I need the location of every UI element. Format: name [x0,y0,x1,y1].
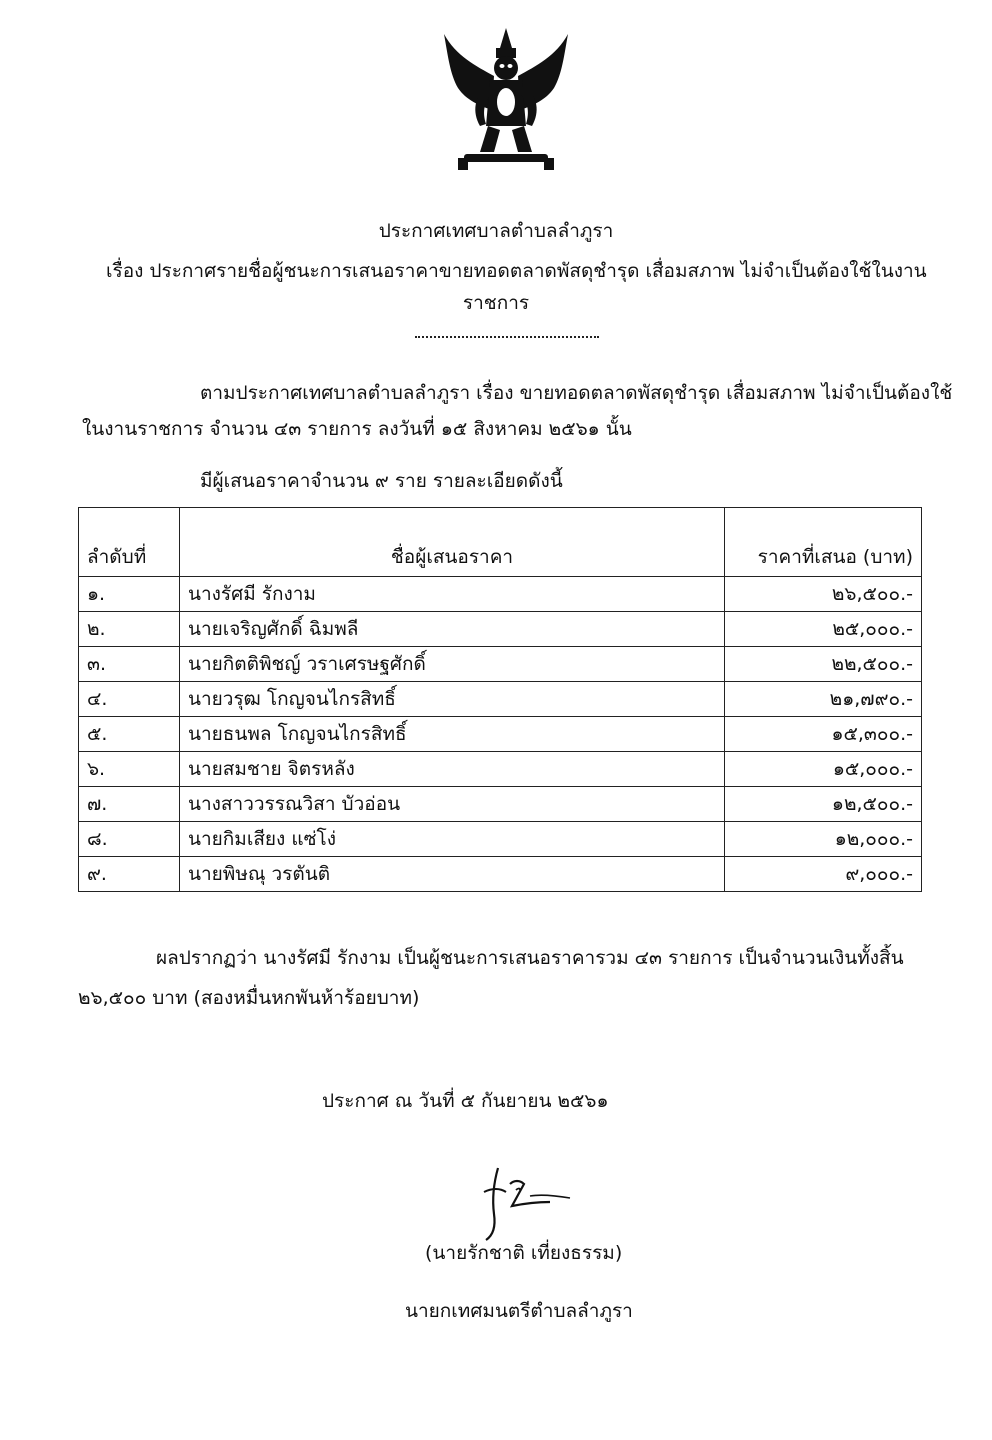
row-name: นายเจริญศักดิ์ ฉิมพลี [180,612,725,647]
row-name: นายกิตติพิชญ์ วราเศรษฐศักดิ์ [180,647,725,682]
intro-paragraph-line2: ในงานราชการ จำนวน ๔๓ รายการ ลงวันที่ ๑๕ สิงหาคม ๒๕๖๑ นั้น [82,418,632,440]
row-name: นายสมชาย จิตรหลัง [180,752,725,787]
row-name: นายธนพล โกญจนไกรสิทธิ์ [180,717,725,752]
row-price: ๒๑,๗๙๐.- [725,682,922,717]
result-paragraph-line1: ผลปรากฏว่า นางรัศมี รักงาม เป็นผู้ชนะการเสนอราคารวม ๔๓ รายการ เป็นจำนวนเงินทั้งสิ้น [156,947,904,969]
table-row [79,752,922,787]
header-price: ราคาที่เสนอ (บาท) [725,508,922,577]
table-row [79,612,922,647]
row-price: ๑๕,๐๐๐.- [725,752,922,787]
announcement-date: ประกาศ ณ วันที่ ๕ กันยายน ๒๕๖๑ [322,1090,609,1112]
table-row [79,577,922,612]
row-price: ๑๒,๕๐๐.- [725,787,922,822]
header-seq: ลำดับที่ [79,508,180,577]
row-price: ๙,๐๐๐.- [725,857,922,892]
row-seq: ๔. [79,682,180,717]
row-seq: ๓. [79,647,180,682]
row-price: ๑๕,๓๐๐.- [725,717,922,752]
table-row [79,787,922,822]
row-seq: ๗. [79,787,180,822]
row-name: นายกิมเสียง แซ่โง่ [180,822,725,857]
row-name: นางสาววรรณวิสา บัวอ่อน [180,787,725,822]
result-paragraph-line2: ๒๖,๕๐๐ บาท (สองหมื่นหกพันห้าร้อยบาท) [78,987,420,1009]
row-price: ๒๖,๕๐๐.- [725,577,922,612]
garuda-emblem-icon [436,26,576,176]
header-name: ชื่อผู้เสนอราคา [180,508,725,577]
row-name: นายวรุฒ โกญจนไกรสิทธิ์ [180,682,725,717]
handwritten-signature [470,1162,590,1242]
signer-title: นายกเทศมนตรีตำบลลำภูรา [405,1300,633,1322]
table-row [79,682,922,717]
row-price: ๒๒,๕๐๐.- [725,647,922,682]
table-row [79,717,922,752]
row-name: นายพิษณุ วรตันติ [180,857,725,892]
row-price: ๑๒,๐๐๐.- [725,822,922,857]
table-header-row [79,508,922,577]
document-subject: เรื่อง ประกาศรายชื่อผู้ชนะการเสนอราคาขายทอดตลาดพัสดุชำรุด เสื่อมสภาพ ไม่จำเป็นต้องใช้ในงาน [106,260,927,282]
table-row [79,857,922,892]
dotted-divider [415,336,599,338]
signer-name: (นายรักชาติ เที่ยงธรรม) [425,1242,623,1264]
row-seq: ๘. [79,822,180,857]
row-name: นางรัศมี รักงาม [180,577,725,612]
row-seq: ๖. [79,752,180,787]
row-seq: ๕. [79,717,180,752]
document-subject-continuation: ราชการ [462,292,530,314]
row-seq: ๒. [79,612,180,647]
table-row [79,822,922,857]
intro-paragraph-line1: ตามประกาศเทศบาลตำบลลำภูรา เรื่อง ขายทอดตลาดพัสดุชำรุด เสื่อมสภาพ ไม่จำเป็นต้องใช้ [200,382,953,404]
bid-table [78,507,922,892]
row-seq: ๑. [79,577,180,612]
bidder-count-text: มีผู้เสนอราคาจำนวน ๙ ราย รายละเอียดดังนี้ [200,470,563,492]
row-price: ๒๕,๐๐๐.- [725,612,922,647]
table-row [79,647,922,682]
row-seq: ๙. [79,857,180,892]
document-title: ประกาศเทศบาลตำบลลำภูรา [378,220,614,242]
